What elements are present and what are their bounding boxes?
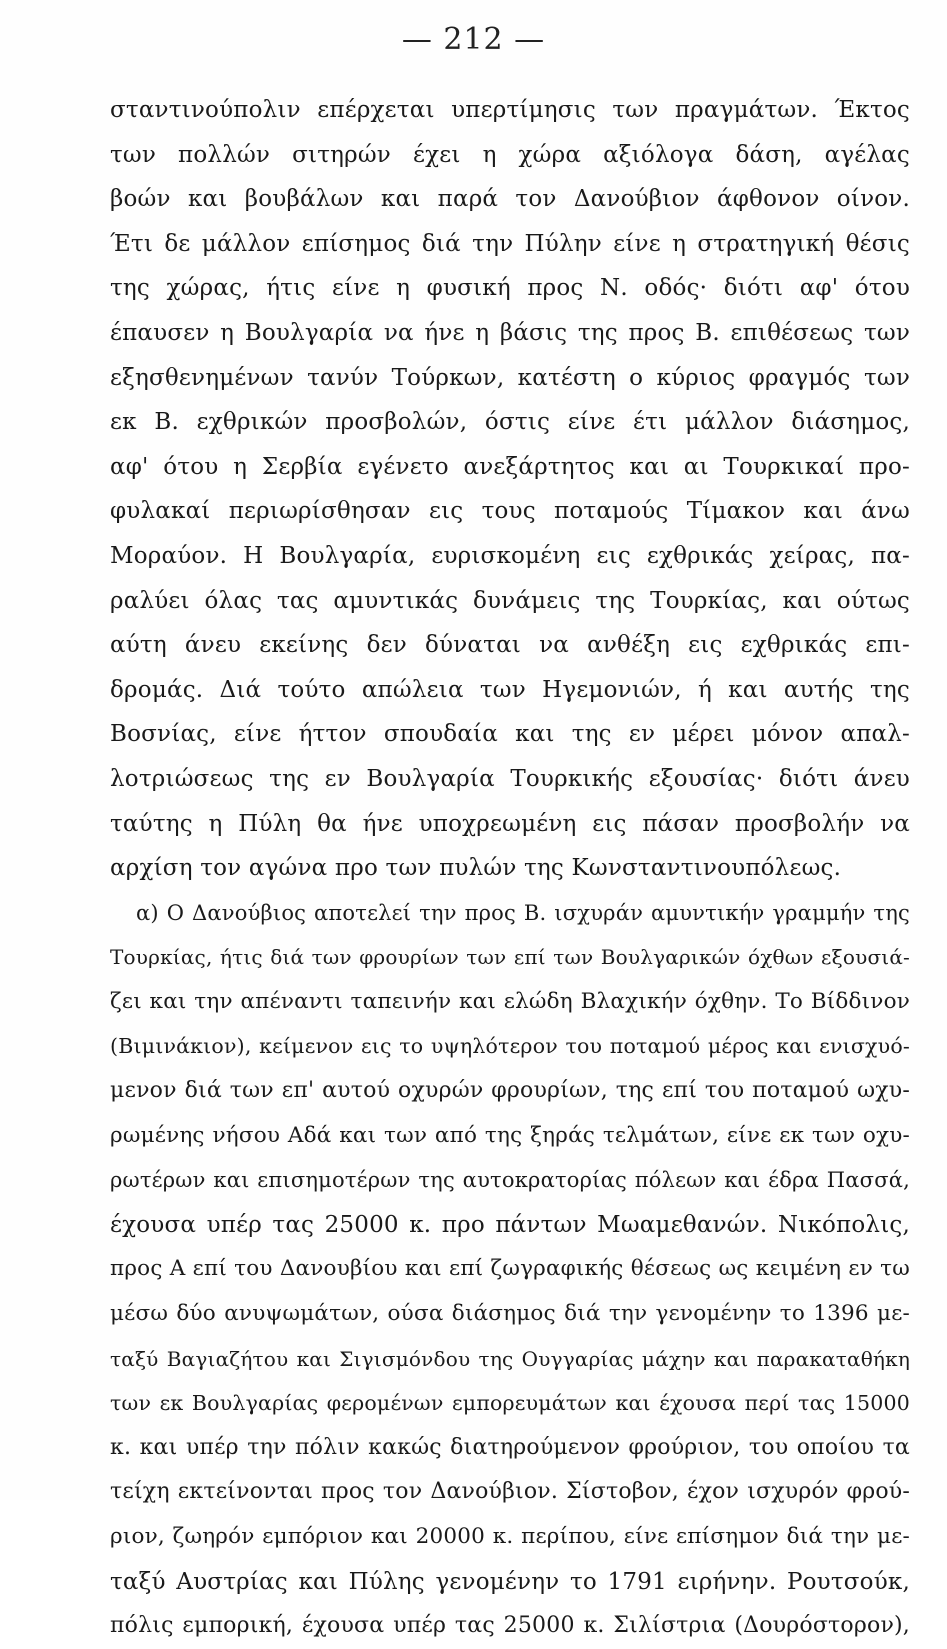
text-line: βοών και βουβάλων και παρά τον Δανούβιον άφθονον οίνον. — [110, 186, 910, 213]
text-line: αφ' ότου η Σερβία εγένετο ανεξάρτητος και αι Τουρκικαί προ- — [110, 453, 910, 480]
footnote-line: (Βιμινάκιον), κείμενον εις το υψηλότερον του ποταμού μέρος και ενισχυό- — [110, 1034, 910, 1059]
footnote-line: ζει και την απέναντι ταπεινήν και ελώδη Βλαχικήν όχθην. Το Βίδδινον — [110, 988, 910, 1014]
text-line: λοτριώσεως της εν Βουλγαρία Τουρκικής εξουσίας· διότι άνευ — [110, 765, 910, 792]
text-line: φυλακαί περιωρίσθησαν εις τους ποταμούς Τίμακον και άνω — [110, 498, 910, 525]
footnote-line: κ. και υπέρ την πόλιν κακώς διατηρούμενον φρούριον, του οποίου τα — [110, 1434, 910, 1460]
text-line: Βοσνίας, είνε ήττον σπουδαία και της εν μέρει μόνον απαλ- — [110, 721, 910, 748]
footnote-line: Τουρκίας, ήτις διά των φρουρίων των επί των Βουλγαρικών όχθων εξουσιά- — [110, 945, 910, 970]
footnote-line: τείχη εκτείνονται προς τον Δανούβιον. Σίστοβον, έχον ισχυρόν φρού- — [110, 1479, 910, 1505]
footnote-line: ταξύ Βαγιαζήτου και Σιγισμόνδου της Ουγγαρίας μάχην και παρακαταθήκη — [110, 1346, 910, 1371]
body-text — [110, 88, 910, 1649]
footnote-line: πόλις εμπορική, έχουσα υπέρ τας 25000 κ. Σιλίστρια (Δουρόστορον), — [110, 1613, 910, 1639]
text-line: Έτι δε μάλλον επίσημος διά την Πύλην είνε η στρατηγική θέσις — [110, 230, 910, 257]
text-line: της χώρας, ήτις είνε η φυσική προς Ν. οδός· διότι αφ' ότου — [110, 275, 910, 302]
text-line: εκ Β. εχθρικών προσβολών, όστις είνε έτι μάλλον διάσημος, — [110, 409, 910, 436]
page-number: — 212 — — [401, 22, 546, 57]
footnote-line: έχουσα υπέρ τας 25000 κ. προ πάντων Μωαμεθανών. Νικόπολις, — [110, 1211, 910, 1238]
text-line: των πολλών σιτηρών έχει η χώρα αξιόλογα δάση, αγέλας — [110, 141, 910, 168]
text-line: ραλύει όλας τας αμυντικάς δυνάμεις της Τουρκίας, και ούτως — [110, 587, 910, 614]
footnote-line: των εκ Βουλγαρίας φερομένων εμπορευμάτων και έχουσα περί τας 15000 — [110, 1391, 910, 1416]
text-line: Μοραύον. Η Βουλγαρία, ευρισκομένη εις εχθρικάς χείρας, πα- — [110, 542, 910, 569]
footnote-line: ρωμένης νήσου Αδά και των από της ξηράς τελμάτων, είνε εκ των οχυ- — [110, 1122, 910, 1148]
footnote-line: ρωτέρων και επισημοτέρων της αυτοκρατορίας πόλεων και έδρα Πασσά, — [110, 1168, 910, 1193]
footnote-line: ριον, ζωηρόν εμπόριον και 20000 κ. περίπου, είνε επίσημον διά την με- — [110, 1524, 910, 1549]
text-line: δρομάς. Διά τούτο απώλεια των Ηγεμονιών, ή και αυτής της — [110, 676, 910, 703]
footnote-line: μέσω δύο ανυψωμάτων, ούσα διάσημος διά την γενομένην το 1396 με- — [110, 1301, 910, 1327]
footnote-line: α) Ο Δανούβιος αποτελεί την προς Β. ισχυράν αμυντικήν γραμμήν της — [136, 900, 910, 925]
text-line: σταντινούπολιν επέρχεται υπερτίμησις των πραγμάτων. Έκτος — [110, 97, 910, 123]
text-line: έπαυσεν η Βουλγαρία να ήνε η βάσις της προς Β. επιθέσεως των — [110, 319, 910, 346]
footnote-line: προς Α επί του Δανουβίου και επί ζωγραφικής θέσεως ως κειμένη εν τω — [110, 1256, 910, 1282]
text-line: αύτη άνευ εκείνης δεν δύναται να ανθέξη εις εχθρικάς επι- — [110, 632, 910, 659]
text-line: εξησθενημένων τανύν Τούρκων, κατέστη ο κύριος φραγμός των — [110, 364, 910, 391]
text-line: ταύτης η Πύλη θα ήνε υποχρεωμένη εις πάσαν προσβολήν να — [110, 810, 910, 837]
footnote-line: μενον διά των επ' αυτού οχυρών φρουρίων, της επί του ποταμού ωχυ- — [110, 1078, 910, 1104]
text-line: αρχίση τον αγώνα προ των πυλών της Κωνσταντινουπόλεως. — [110, 855, 842, 882]
footnote-line: ταξύ Αυστρίας και Πύλης γενομένην το 1791 ειρήνην. Ρουτσούκ, — [110, 1568, 910, 1595]
